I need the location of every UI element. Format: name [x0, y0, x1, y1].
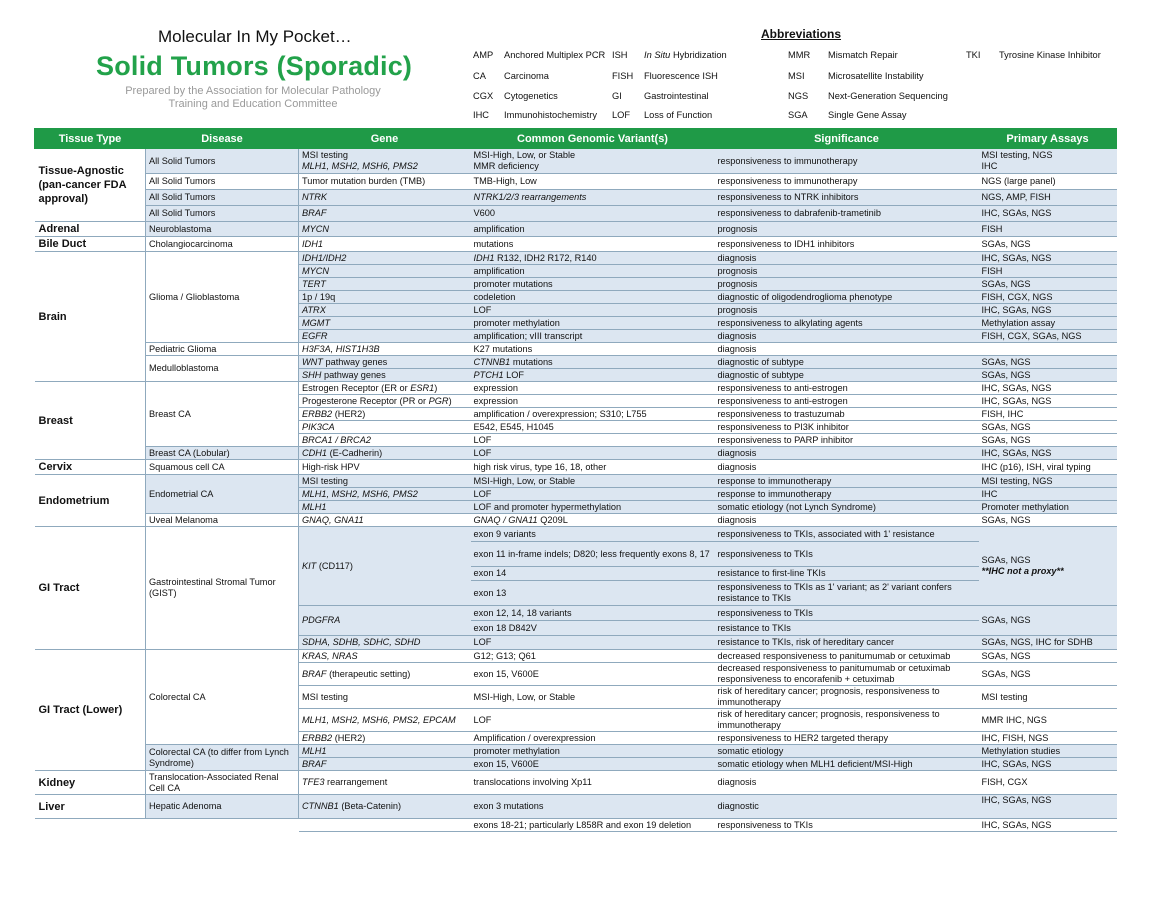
- significance-cell: diagnostic of subtype: [715, 369, 979, 382]
- variant-cell: LOF: [471, 434, 715, 447]
- table-row: [35, 795, 1117, 819]
- col-tissue-type: Tissue Type: [35, 129, 146, 149]
- variant-cell: translocations involving Xp11: [471, 771, 715, 795]
- gene-cell: High-risk HPV: [299, 460, 471, 475]
- gene-cell: MYCN: [299, 222, 471, 237]
- variant-cell: promoter methylation: [471, 317, 715, 330]
- gene-cell: ERBB2 (HER2): [299, 408, 471, 421]
- significance-cell: diagnosis: [715, 252, 979, 265]
- gene-cell: IDH1/IDH2: [299, 252, 471, 265]
- gene-cell: MLH1, MSH2, MSH6, PMS2, EPCAM: [299, 709, 471, 732]
- gene-cell: PDGFRA: [299, 606, 471, 636]
- significance-cell: resistance to TKIs: [715, 621, 979, 636]
- significance-cell: prognosis: [715, 222, 979, 237]
- significance-cell: responsiveness to immunotherapy: [715, 149, 979, 174]
- disease-cell: Hepatic Adenoma: [146, 795, 299, 819]
- table-row: [35, 190, 1117, 206]
- gene-cell: BRCA1 / BRCA2: [299, 434, 471, 447]
- significance-cell: responsiveness to TKIs: [715, 606, 979, 621]
- disease-cell: Breast CA: [146, 382, 299, 447]
- assay-cell: [979, 343, 1117, 356]
- variant-cell: amplification / overexpression; S310; L755: [471, 408, 715, 421]
- variant-cell: exon 11 in-frame indels; D820; less frequently exons 8, 17: [471, 542, 715, 567]
- tissue-endometrium: Endometrium: [35, 475, 146, 527]
- gene-cell: WNT pathway genes: [299, 356, 471, 369]
- table-row: [35, 460, 1117, 475]
- tissue-gi-lower: GI Tract (Lower): [35, 650, 146, 771]
- disease-cell: All Solid Tumors: [146, 190, 299, 206]
- variant-cell: GNAQ / GNA11 Q209L: [471, 514, 715, 527]
- significance-cell: diagnosis: [715, 460, 979, 475]
- variant-cell: exon 14: [471, 567, 715, 581]
- assay-cell: FISH, CGX: [979, 771, 1117, 795]
- significance-cell: prognosis: [715, 304, 979, 317]
- disease-cell: Glioma / Glioblastoma: [146, 252, 299, 343]
- variant-cell: LOF and promoter hypermethylation: [471, 501, 715, 514]
- tissue-cervix: Cervix: [35, 460, 146, 475]
- disease-cell: Colorectal CA (to differ from Lynch Syndrome): [146, 745, 299, 771]
- table-row: [35, 356, 1117, 369]
- table-row: [35, 527, 1117, 542]
- gene-empty: [299, 819, 471, 832]
- significance-cell: response to immunotherapy: [715, 475, 979, 488]
- variant-cell: exon 18 D842V: [471, 621, 715, 636]
- assay-cell: IHC: [979, 488, 1117, 501]
- col-variants: Common Genomic Variant(s): [471, 129, 715, 149]
- assay-cell: IHC, SGAs, NGS: [979, 382, 1117, 395]
- tissue-adrenal: Adrenal: [35, 222, 146, 237]
- variant-cell: G12; G13; Q61: [471, 650, 715, 663]
- variant-cell: exon 13: [471, 581, 715, 606]
- significance-cell: prognosis: [715, 265, 979, 278]
- disease-cell: All Solid Tumors: [146, 174, 299, 190]
- disease-cell: Gastrointestinal Stromal Tumor (GIST): [146, 527, 299, 650]
- assay-cell: IHC, SGAs, NGS: [979, 447, 1117, 460]
- variant-cell: mutations: [471, 237, 715, 252]
- assay-cell: IHC, SGAs, NGS: [979, 758, 1117, 771]
- gene-cell: SDHA, SDHB, SDHC, SDHD: [299, 636, 471, 650]
- gene-cell: CDH1 (E-Cadherin): [299, 447, 471, 460]
- subtitle-line-1: Prepared by the Association for Molecular Pathology: [125, 85, 381, 97]
- disease-cell: All Solid Tumors: [146, 206, 299, 222]
- gene-cell: CTNNB1 (Beta-Catenin): [299, 795, 471, 819]
- col-significance: Significance: [715, 129, 979, 149]
- assay-cell: Promoter methylation: [979, 501, 1117, 514]
- assay-cell: IHC (p16), ISH, viral typing: [979, 460, 1117, 475]
- assay-cell: MSI testing, NGS IHC: [979, 149, 1117, 174]
- significance-cell: responsiveness to TKIs: [715, 819, 979, 832]
- variant-cell: codeletion: [471, 291, 715, 304]
- significance-cell: responsiveness to PI3K inhibitor: [715, 421, 979, 434]
- gene-cell: MSI testing MLH1, MSH2, MSH6, PMS2: [299, 149, 471, 174]
- tissue-bile-duct: Bile Duct: [35, 237, 146, 252]
- significance-cell: diagnostic of subtype: [715, 356, 979, 369]
- variant-cell: expression: [471, 395, 715, 408]
- variant-cell: CTNNB1 mutations: [471, 356, 715, 369]
- table-row: [35, 252, 1117, 265]
- assay-cell: Methylation assay: [979, 317, 1117, 330]
- table-row: [35, 771, 1117, 795]
- assay-cell: IHC, SGAs, NGS: [979, 206, 1117, 222]
- gene-cell: IDH1: [299, 237, 471, 252]
- variant-cell: LOF: [471, 709, 715, 732]
- gene-cell: Progesterone Receptor (PR or PGR): [299, 395, 471, 408]
- significance-cell: responsiveness to PARP inhibitor: [715, 434, 979, 447]
- assay-cell: IHC, SGAs, NGS: [979, 252, 1117, 265]
- table-row: [35, 237, 1117, 252]
- disease-cell: Neuroblastoma: [146, 222, 299, 237]
- variant-cell: exon 9 variants: [471, 527, 715, 542]
- significance-cell: responsiveness to IDH1 inhibitors: [715, 237, 979, 252]
- table-row: [35, 819, 1117, 832]
- assay-cell: SGAs, NGS **IHC not a proxy**: [979, 527, 1117, 606]
- assay-cell: FISH, CGX, SGAs, NGS: [979, 330, 1117, 343]
- gene-cell: ERBB2 (HER2): [299, 732, 471, 745]
- variant-cell: PTCH1 LOF: [471, 369, 715, 382]
- table-row: [35, 149, 1117, 174]
- gene-cell: EGFR: [299, 330, 471, 343]
- significance-cell: risk of hereditary cancer; prognosis, responsiveness to immunotherapy: [715, 709, 979, 732]
- gene-cell: MGMT: [299, 317, 471, 330]
- gene-cell: TERT: [299, 278, 471, 291]
- variant-cell: LOF: [471, 636, 715, 650]
- significance-cell: responsiveness to immunotherapy: [715, 174, 979, 190]
- assay-cell: Methylation studies: [979, 745, 1117, 758]
- significance-cell: responsiveness to trastuzumab: [715, 408, 979, 421]
- table-row: [35, 206, 1117, 222]
- assay-cell: MSI testing, NGS: [979, 475, 1117, 488]
- variant-cell: V600: [471, 206, 715, 222]
- variant-cell: LOF: [471, 304, 715, 317]
- table-row: [35, 343, 1117, 356]
- significance-cell: diagnostic: [715, 795, 979, 819]
- gene-cell: H3F3A, HIST1H3B: [299, 343, 471, 356]
- variant-cell: exons 18-21; particularly L858R and exon 19 deletion: [471, 819, 715, 832]
- assay-cell: FISH, IHC: [979, 408, 1117, 421]
- significance-cell: response to immunotherapy: [715, 488, 979, 501]
- assay-cell: NGS, AMP, FISH: [979, 190, 1117, 206]
- variant-cell: exon 15, V600E: [471, 663, 715, 686]
- gene-cell: Estrogen Receptor (ER or ESR1): [299, 382, 471, 395]
- assay-cell: SGAs, NGS: [979, 278, 1117, 291]
- disease-cell: Pediatric Glioma: [146, 343, 299, 356]
- gene-cell: PIK3CA: [299, 421, 471, 434]
- assay-cell: SGAs, NGS: [979, 514, 1117, 527]
- gene-cell: MLH1: [299, 745, 471, 758]
- tissue-kidney: Kidney: [35, 771, 146, 795]
- variant-cell: expression: [471, 382, 715, 395]
- gene-cell: Tumor mutation burden (TMB): [299, 174, 471, 190]
- gene-cell: BRAF (therapeutic setting): [299, 663, 471, 686]
- assay-cell: SGAs, NGS: [979, 663, 1117, 686]
- gene-cell: KRAS, NRAS: [299, 650, 471, 663]
- abbreviations-title: Abbreviations: [761, 27, 842, 41]
- tissue-liver: Liver: [35, 795, 146, 819]
- variant-cell: IDH1 R132, IDH2 R172, R140: [471, 252, 715, 265]
- assay-cell: MSI testing: [979, 686, 1117, 709]
- table-row: [35, 475, 1117, 488]
- significance-cell: responsiveness to TKIs, associated with 1' resistance: [715, 527, 979, 542]
- significance-cell: prognosis: [715, 278, 979, 291]
- assay-cell: FISH, CGX, NGS: [979, 291, 1117, 304]
- gene-cell: MLH1, MSH2, MSH6, PMS2: [299, 488, 471, 501]
- significance-cell: responsiveness to anti-estrogen: [715, 395, 979, 408]
- disease-cell: Squamous cell CA: [146, 460, 299, 475]
- tissue-tissue-agnostic: Tissue-Agnostic (pan-cancer FDA approval): [35, 149, 146, 222]
- assay-cell: MMR IHC, NGS: [979, 709, 1117, 732]
- significance-cell: responsiveness to anti-estrogen: [715, 382, 979, 395]
- significance-cell: decreased responsiveness to panitumumab or cetuximab responsiveness to encorafenib + cetuximab: [715, 663, 979, 686]
- assay-cell: SGAs, NGS: [979, 356, 1117, 369]
- variant-cell: amplification: [471, 222, 715, 237]
- significance-cell: responsiveness to alkylating agents: [715, 317, 979, 330]
- variant-cell: MSI-High, Low, or Stable: [471, 686, 715, 709]
- gene-cell: MSI testing: [299, 686, 471, 709]
- gene-cell: BRAF: [299, 758, 471, 771]
- variant-cell: promoter methylation: [471, 745, 715, 758]
- table-row: [35, 745, 1117, 758]
- disease-cell: Colorectal CA: [146, 650, 299, 745]
- disease-cell: Medulloblastoma: [146, 356, 299, 382]
- gene-cell: TFE3 rearrangement: [299, 771, 471, 795]
- pocket-title: Molecular In My Pocket…: [158, 27, 352, 46]
- significance-cell: somatic etiology (not Lynch Syndrome): [715, 501, 979, 514]
- tissue-gi-tract: GI Tract: [35, 527, 146, 650]
- variant-cell: K27 mutations: [471, 343, 715, 356]
- gene-cell: MSI testing: [299, 475, 471, 488]
- disease-cell: Cholangiocarcinoma: [146, 237, 299, 252]
- assay-cell: NGS (large panel): [979, 174, 1117, 190]
- page-title: Solid Tumors (Sporadic): [96, 51, 413, 81]
- assay-cell: SGAs, NGS: [979, 237, 1117, 252]
- variants-table: [34, 128, 1117, 832]
- significance-cell: diagnosis: [715, 771, 979, 795]
- significance-cell: responsiveness to HER2 targeted therapy: [715, 732, 979, 745]
- assay-cell: SGAs, NGS: [979, 434, 1117, 447]
- variant-cell: LOF: [471, 488, 715, 501]
- significance-cell: diagnostic of oligodendroglioma phenotype: [715, 291, 979, 304]
- gene-cell: ATRX: [299, 304, 471, 317]
- disease-cell: Breast CA (Lobular): [146, 447, 299, 460]
- assay-cell: IHC, SGAs, NGS: [979, 795, 1117, 819]
- assay-cell: SGAs, NGS: [979, 421, 1117, 434]
- gene-cell: BRAF: [299, 206, 471, 222]
- gene-cell: MYCN: [299, 265, 471, 278]
- gene-cell: SHH pathway genes: [299, 369, 471, 382]
- variant-cell: exon 15, V600E: [471, 758, 715, 771]
- disease-cell: Translocation-Associated Renal Cell CA: [146, 771, 299, 795]
- significance-cell: diagnosis: [715, 514, 979, 527]
- col-gene: Gene: [299, 129, 471, 149]
- variant-cell: high risk virus, type 16, 18, other: [471, 460, 715, 475]
- table-row: [35, 222, 1117, 237]
- significance-cell: diagnosis: [715, 447, 979, 460]
- table-row: [35, 650, 1117, 663]
- variant-cell: E542, E545, H1045: [471, 421, 715, 434]
- variant-cell: amplification: [471, 265, 715, 278]
- subtitle-line-2: Training and Education Committee: [168, 98, 338, 110]
- disease-cell: Endometrial CA: [146, 475, 299, 514]
- significance-cell: resistance to TKIs, risk of hereditary cancer: [715, 636, 979, 650]
- col-disease: Disease: [146, 129, 299, 149]
- significance-cell: responsiveness to TKIs as 1' variant; as 2' variant confers resistance to TKIs: [715, 581, 979, 606]
- significance-cell: decreased responsiveness to panitumumab or cetuximab: [715, 650, 979, 663]
- variant-cell: exon 3 mutations: [471, 795, 715, 819]
- assay-cell: SGAs, NGS: [979, 606, 1117, 636]
- assay-cell: SGAs, NGS, IHC for SDHB: [979, 636, 1117, 650]
- significance-cell: risk of hereditary cancer; prognosis, responsiveness to immunotherapy: [715, 686, 979, 709]
- tissue-breast: Breast: [35, 382, 146, 460]
- assay-cell: IHC, FISH, NGS: [979, 732, 1117, 745]
- variant-cell: MSI-High, Low, or Stable MMR deficiency: [471, 149, 715, 174]
- significance-cell: diagnosis: [715, 330, 979, 343]
- variant-cell: amplification; vIII transcript: [471, 330, 715, 343]
- tissue-empty: [35, 819, 146, 832]
- variant-cell: Amplification / overexpression: [471, 732, 715, 745]
- variant-cell: promoter mutations: [471, 278, 715, 291]
- variant-cell: MSI-High, Low, or Stable: [471, 475, 715, 488]
- col-assays: Primary Assays: [979, 129, 1117, 149]
- assay-cell: SGAs, NGS: [979, 650, 1117, 663]
- variant-cell: LOF: [471, 447, 715, 460]
- disease-empty: [146, 819, 299, 832]
- variant-cell: TMB-High, Low: [471, 174, 715, 190]
- table-header-row: [35, 129, 1117, 149]
- table-row: [35, 174, 1117, 190]
- table-row: [35, 447, 1117, 460]
- disease-cell: Uveal Melanoma: [146, 514, 299, 527]
- disease-cell: All Solid Tumors: [146, 149, 299, 174]
- significance-cell: resistance to first-line TKIs: [715, 567, 979, 581]
- tissue-brain: Brain: [35, 252, 146, 382]
- assay-cell: IHC, SGAs, NGS: [979, 304, 1117, 317]
- gene-cell: GNAQ, GNA11: [299, 514, 471, 527]
- subtitle: [96, 85, 410, 111]
- significance-cell: responsiveness to dabrafenib-trametinib: [715, 206, 979, 222]
- significance-cell: diagnosis: [715, 343, 979, 356]
- gene-cell: KIT (CD117): [299, 527, 471, 606]
- variant-cell: NTRK1/2/3 rearrangements: [471, 190, 715, 206]
- assay-cell: FISH: [979, 222, 1117, 237]
- assay-cell: IHC, SGAs, NGS: [979, 395, 1117, 408]
- gene-cell: NTRK: [299, 190, 471, 206]
- table-row: [35, 514, 1117, 527]
- significance-cell: somatic etiology: [715, 745, 979, 758]
- significance-cell: responsiveness to NTRK inhibitors: [715, 190, 979, 206]
- assay-cell: SGAs, NGS: [979, 369, 1117, 382]
- variant-cell: exon 12, 14, 18 variants: [471, 606, 715, 621]
- gene-cell: 1p / 19q: [299, 291, 471, 304]
- significance-cell: somatic etiology when MLH1 deficient/MSI-High: [715, 758, 979, 771]
- assay-cell: FISH: [979, 265, 1117, 278]
- gene-cell: MLH1: [299, 501, 471, 514]
- significance-cell: responsiveness to TKIs: [715, 542, 979, 567]
- table-row: [35, 382, 1117, 395]
- assay-cell: IHC, SGAs, NGS: [979, 819, 1117, 832]
